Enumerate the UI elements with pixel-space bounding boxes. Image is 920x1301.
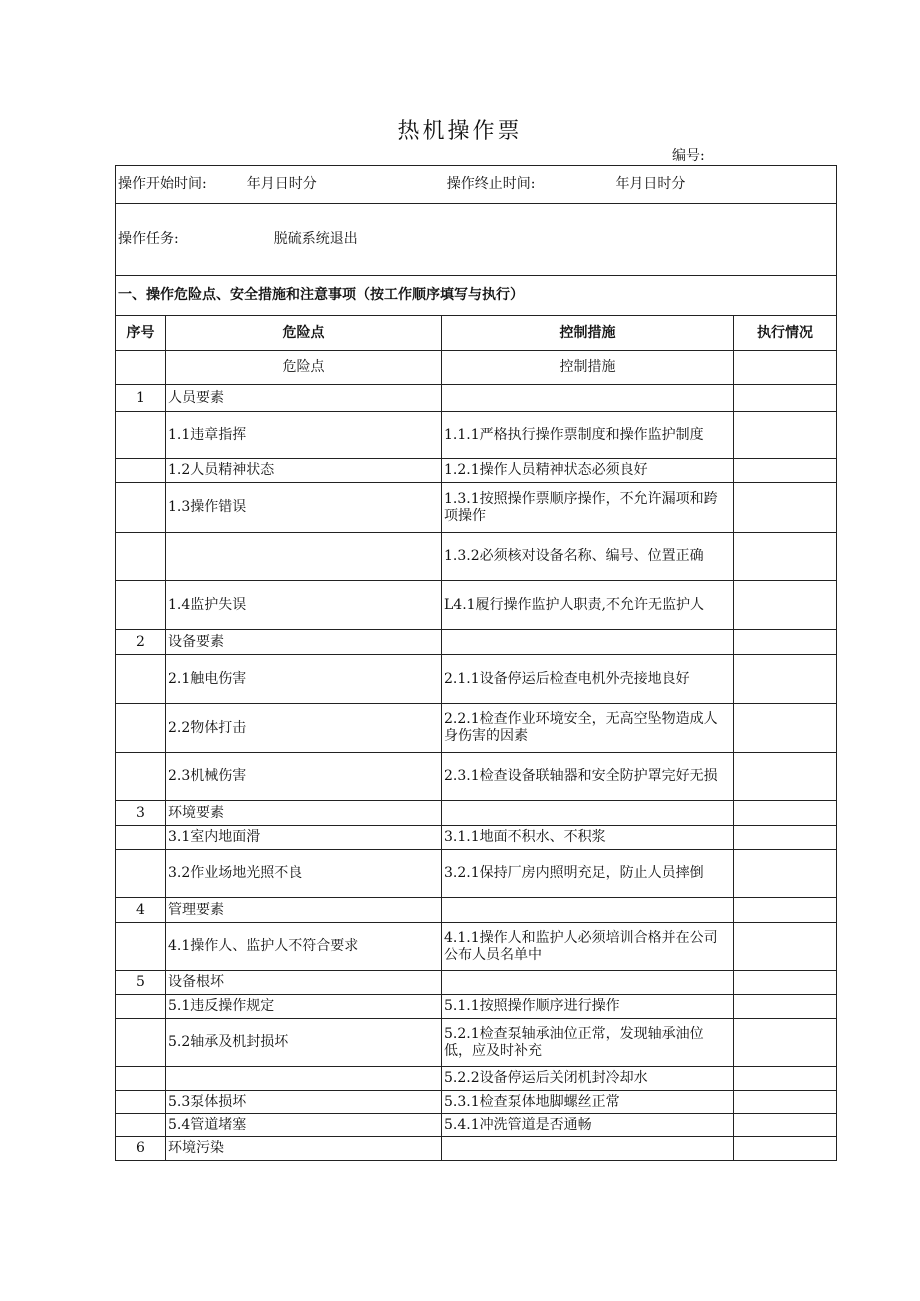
- header-hazard: 危险点: [166, 316, 442, 351]
- start-time-value: 年月日时分: [246, 176, 317, 192]
- execution-status-cell: [734, 533, 837, 581]
- hazard-cell: 1.3操作错误: [166, 483, 442, 533]
- hazard-cell: 5.4管道堵塞: [166, 1114, 442, 1137]
- control-measure-cell: [442, 630, 734, 655]
- hazard-cell: 5.1违反操作规定: [166, 995, 442, 1019]
- table-row: [116, 1091, 837, 1114]
- execution-status-cell: [734, 483, 837, 533]
- hazard-cell: [166, 1067, 442, 1091]
- time-cell: [116, 166, 837, 204]
- control-measure-cell: 3.1.1地面不积水、不积浆: [442, 826, 734, 850]
- execution-status-cell: [734, 971, 837, 995]
- control-measure-cell: 5.2.1检查泵轴承油位正常，发现轴承油位低，应及时补充: [442, 1019, 734, 1067]
- control-measure-cell: 1.3.2必须核对设备名称、编号、位置正确: [442, 533, 734, 581]
- control-measure-cell: [442, 385, 734, 412]
- control-measure-cell: 5.3.1检查泵体地脚螺丝正常: [442, 1091, 734, 1114]
- control-measure-cell: 5.2.2设备停运后关闭机封冷却水: [442, 1067, 734, 1091]
- execution-status-cell: [734, 412, 837, 459]
- execution-status-cell: [734, 995, 837, 1019]
- row-number-cell: [116, 995, 166, 1019]
- end-time-value: 年月日时分: [615, 176, 686, 192]
- task-label: 操作任务:: [118, 231, 179, 247]
- row-number-cell: [116, 826, 166, 850]
- task-row: [116, 204, 837, 276]
- row-number-cell: [116, 1067, 166, 1091]
- table-row: [116, 1137, 837, 1161]
- control-measure-cell: 5.1.1按照操作顺序进行操作: [442, 995, 734, 1019]
- control-measure-cell: 2.3.1检查设备联轴器和安全防护罩完好无损: [442, 753, 734, 801]
- row-number-cell: [116, 850, 166, 898]
- execution-status-cell: [734, 351, 837, 385]
- execution-status-cell: [734, 826, 837, 850]
- table-row: [116, 459, 837, 483]
- hazard-cell: 3.1室内地面滑: [166, 826, 442, 850]
- hazard-cell: 1.4监护失误: [166, 581, 442, 630]
- hazard-cell: 1.2人员精神状态: [166, 459, 442, 483]
- hazard-cell: 管理要素: [166, 898, 442, 923]
- table-row: [116, 412, 837, 459]
- execution-status-cell: [734, 581, 837, 630]
- control-measure-cell: 1.1.1严格执行操作票制度和操作监护制度: [442, 412, 734, 459]
- row-number-cell: 5: [116, 971, 166, 995]
- table-row: [116, 923, 837, 971]
- time-row: [116, 166, 837, 204]
- control-measure-cell: [442, 971, 734, 995]
- hazard-cell: 设备根坏: [166, 971, 442, 995]
- control-measure-cell: 2.2.1检查作业环境安全，无高空坠物造成人身伤害的因素: [442, 704, 734, 753]
- hazard-cell: 环境污染: [166, 1137, 442, 1161]
- execution-status-cell: [734, 1114, 837, 1137]
- row-number-cell: [116, 533, 166, 581]
- hazard-cell: 2.3机械伤害: [166, 753, 442, 801]
- row-number-cell: 3: [116, 801, 166, 826]
- task-cell: [116, 204, 837, 276]
- execution-status-cell: [734, 1067, 837, 1091]
- row-number-cell: [116, 483, 166, 533]
- execution-status-cell: [734, 630, 837, 655]
- table-row: [116, 898, 837, 923]
- end-time-label: 操作终止时间:: [446, 176, 536, 192]
- table-row: [116, 385, 837, 412]
- section-heading: 一、操作危险点、安全措施和注意事项（按工作顺序填写与执行）: [116, 276, 837, 316]
- execution-status-cell: [734, 704, 837, 753]
- hazard-cell: 环境要素: [166, 801, 442, 826]
- row-number-cell: [116, 753, 166, 801]
- header-status: 执行情况: [734, 316, 837, 351]
- execution-status-cell: [734, 923, 837, 971]
- row-number-cell: [116, 655, 166, 704]
- hazard-cell: 危险点: [166, 351, 442, 385]
- hazard-cell: 设备要素: [166, 630, 442, 655]
- table-row: [116, 850, 837, 898]
- row-number-cell: [116, 1114, 166, 1137]
- table-row: [116, 655, 837, 704]
- hazard-cell: 1.1违章指挥: [166, 412, 442, 459]
- execution-status-cell: [734, 1091, 837, 1114]
- row-number-cell: [116, 704, 166, 753]
- header-row: [116, 316, 837, 351]
- row-number-cell: [116, 412, 166, 459]
- control-measure-cell: 1.3.1按照操作票顺序操作，不允许漏项和跨项操作: [442, 483, 734, 533]
- row-number-cell: [116, 581, 166, 630]
- table-row: [116, 1019, 837, 1067]
- header-control: 控制措施: [442, 316, 734, 351]
- table-row: [116, 351, 837, 385]
- hazard-cell: 4.1操作人、监护人不符合要求: [166, 923, 442, 971]
- control-measure-cell: 3.2.1保持厂房内照明充足，防止人员摔倒: [442, 850, 734, 898]
- row-number-cell: 1: [116, 385, 166, 412]
- row-number-cell: [116, 1091, 166, 1114]
- execution-status-cell: [734, 1019, 837, 1067]
- row-number-cell: 4: [116, 898, 166, 923]
- execution-status-cell: [734, 385, 837, 412]
- execution-status-cell: [734, 655, 837, 704]
- section-heading-row: [116, 276, 837, 316]
- control-measure-cell: L4.1履行操作监护人职责,不允许无监护人: [442, 581, 734, 630]
- control-measure-cell: [442, 801, 734, 826]
- execution-status-cell: [734, 850, 837, 898]
- row-number-cell: [116, 459, 166, 483]
- table-row: [116, 753, 837, 801]
- table-row: [116, 483, 837, 533]
- task-value: 脱硫系统退出: [273, 231, 358, 247]
- row-number-cell: 6: [116, 1137, 166, 1161]
- row-number-cell: [116, 923, 166, 971]
- table-row: [116, 995, 837, 1019]
- execution-status-cell: [734, 753, 837, 801]
- table-row: [116, 971, 837, 995]
- ticket-number-label: 编号:: [672, 148, 705, 164]
- hazard-cell: 人员要素: [166, 385, 442, 412]
- table-row: [116, 704, 837, 753]
- execution-status-cell: [734, 1137, 837, 1161]
- table-row: [116, 826, 837, 850]
- control-measure-cell: 5.4.1冲洗管道是否通畅: [442, 1114, 734, 1137]
- table-row: [116, 1067, 837, 1091]
- table-row: [116, 630, 837, 655]
- control-measure-cell: 4.1.1操作人和监护人必须培训合格并在公司公布人员名单中: [442, 923, 734, 971]
- hazard-cell: 5.3泵体损坏: [166, 1091, 442, 1114]
- control-measure-cell: [442, 898, 734, 923]
- control-measure-cell: 1.2.1操作人员精神状态必须良好: [442, 459, 734, 483]
- hazard-cell: 2.1触电伤害: [166, 655, 442, 704]
- hazard-cell: 5.2轴承及机封损坏: [166, 1019, 442, 1067]
- execution-status-cell: [734, 801, 837, 826]
- table-row: [116, 533, 837, 581]
- row-number-cell: [116, 351, 166, 385]
- row-number-cell: 2: [116, 630, 166, 655]
- control-measure-cell: [442, 1137, 734, 1161]
- execution-status-cell: [734, 459, 837, 483]
- hazard-cell: 3.2作业场地光照不良: [166, 850, 442, 898]
- table-row: [116, 801, 837, 826]
- row-number-cell: [116, 1019, 166, 1067]
- control-measure-cell: 控制措施: [442, 351, 734, 385]
- operation-ticket-table: [115, 165, 837, 1161]
- start-time-label: 操作开始时间:: [118, 176, 207, 192]
- hazard-cell: 2.2物体打击: [166, 704, 442, 753]
- header-no: 序号: [116, 316, 166, 351]
- table-row: [116, 581, 837, 630]
- execution-status-cell: [734, 898, 837, 923]
- control-measure-cell: 2.1.1设备停运后检查电机外壳接地良好: [442, 655, 734, 704]
- page-title: 热机操作票: [397, 119, 523, 144]
- hazard-cell: [166, 533, 442, 581]
- table-row: [116, 1114, 837, 1137]
